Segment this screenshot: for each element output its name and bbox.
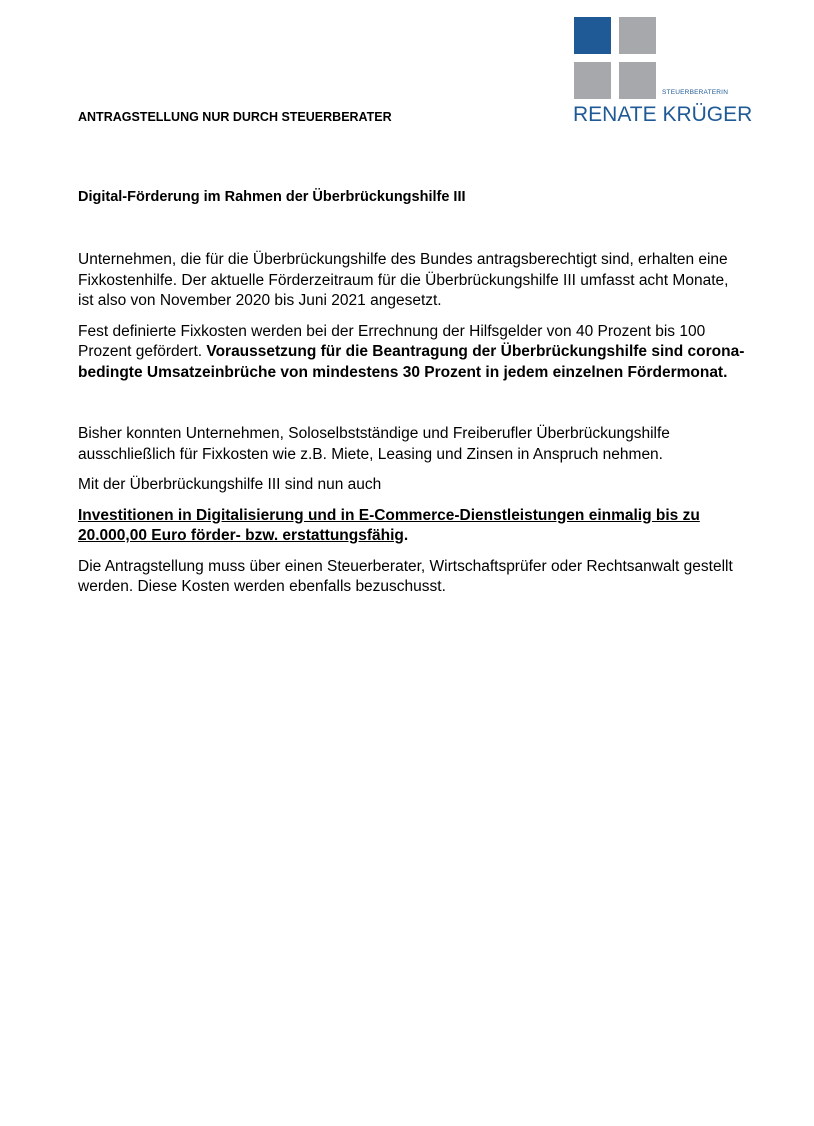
paragraph-fixkosten (78, 322, 748, 384)
paragraph-mit: Mit der Überbrückungshilfe III sind nun auch (78, 476, 382, 493)
logo-square-gray (619, 17, 656, 54)
paragraph-fixkosten-text: Fest definierte Fixkosten werden bei der Errechnung der Hilfsgelder von 40 Prozent bis 100 Prozent gefördert. (78, 322, 706, 360)
document-title: Digital-Förderung im Rahmen der Überbrückungshilfe III (78, 189, 466, 205)
paragraph-investitionen-underlined: Investitionen in Digitalisierung und in E-Commerce-Dienstleistungen einmalig bis zu 20.000,00 Euro förder- bzw. erstattungsfähig (78, 506, 700, 544)
paragraph-fixkosten-bold: Voraussetzung für die Beantragung der Überbrückungshilfe sind corona-bedingte Umsatzeinbrüche von mindestens 30 Prozent in jedem einzelnen Fördermonat. (78, 343, 745, 381)
logo-square-blue (574, 17, 611, 54)
logo-square-gray (619, 62, 656, 99)
paragraph-investitionen-end: . (403, 527, 409, 544)
company-logo (573, 17, 753, 127)
logo-name: RENATE KRÜGER (573, 103, 753, 126)
paragraph-antragstellung: Die Antragstellung muss über einen Steuerberater, Wirtschaftsprüfer oder Rechtsanwalt gestellt werden. Diese Kosten werden ebenfalls bezuschusst. (78, 557, 733, 595)
document-body (78, 250, 748, 598)
paragraph-bisher: Bisher konnten Unternehmen, Soloselbstständige und Freiberufler Überbrückungshilfe ausschließlich für Fixkosten wie z.B. Miete, Leasing und Zinsen in Anspruch nehmen. (78, 425, 670, 463)
paragraph-investitionen (78, 506, 748, 547)
logo-subtitle: STEUERBERATERIN (662, 89, 729, 96)
header-label: ANTRAGSTELLUNG NUR DURCH STEUERBERATER (78, 110, 392, 124)
logo-square-gray (574, 62, 611, 99)
paragraph-intro: Unternehmen, die für die Überbrückungshilfe des Bundes antragsberechtigt sind, erhalten eine Fixkostenhilfe. Der aktuelle Förderzeitraum für die Überbrückungshilfe III umfasst acht Monate, ist also von November 2020 bis Juni 2021 angesetzt. (78, 251, 729, 309)
